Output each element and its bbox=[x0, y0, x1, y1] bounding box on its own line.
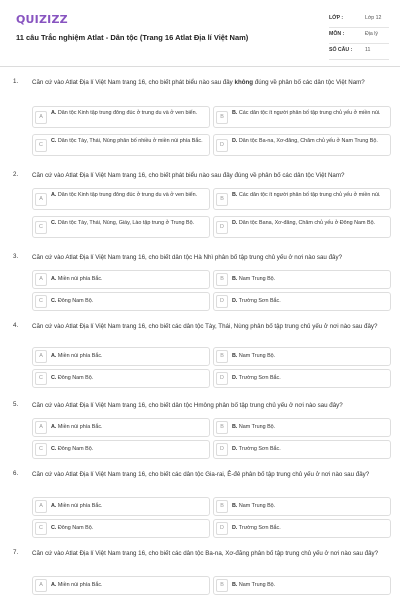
option-body: Dân tộc Kinh tập trung đông đúc ở trung du và ở ven biển. bbox=[56, 110, 198, 116]
option-letter-box: B bbox=[216, 111, 228, 124]
option-text bbox=[232, 424, 386, 431]
option-key: D. bbox=[232, 138, 238, 144]
option-text bbox=[51, 375, 205, 382]
option-key: B. bbox=[232, 503, 238, 509]
question-number: 6. bbox=[13, 470, 19, 477]
option-text bbox=[51, 220, 205, 227]
option-letter-box: D bbox=[216, 139, 228, 152]
option-letter-box: D bbox=[216, 295, 228, 308]
answer-option-d[interactable] bbox=[213, 134, 391, 156]
answer-option-c[interactable] bbox=[32, 292, 210, 311]
option-key: C. bbox=[51, 446, 57, 452]
option-body: Trường Sơn Bắc. bbox=[237, 298, 281, 304]
option-letter-box: D bbox=[216, 522, 228, 535]
answer-option-d[interactable] bbox=[213, 519, 391, 538]
answer-option-c[interactable] bbox=[32, 216, 210, 238]
option-letter-box: C bbox=[35, 372, 47, 385]
option-key: A. bbox=[51, 503, 57, 509]
option-body: Dân tộc Kinh tập trung đông đúc ở trung du và ở ven biển. bbox=[56, 192, 198, 198]
option-letter-box: A bbox=[35, 111, 47, 124]
question-text-part: đúng về phân bố các dân tộc Việt Nam? bbox=[253, 79, 365, 86]
option-text bbox=[232, 138, 386, 145]
option-text bbox=[51, 138, 205, 145]
answer-option-c[interactable] bbox=[32, 519, 210, 538]
option-body: Nam Trung Bộ. bbox=[237, 353, 276, 359]
option-text bbox=[51, 582, 205, 589]
answer-option-b[interactable] bbox=[213, 270, 391, 289]
option-key: D. bbox=[232, 220, 238, 226]
question-text: Căn cứ vào Atlat Địa lí Việt Nam trang 16, cho biết phát biểu nào sau đây đúng về phân bố các dân tộc Việt Nam? bbox=[32, 172, 345, 179]
option-body: Dân tộc Tày, Thái, Nùng phân bố nhiều ở miền núi phía Bắc. bbox=[56, 138, 203, 144]
option-body: Các dân tộc ít người phân bố tập trung chủ yếu ở miền núi. bbox=[237, 110, 381, 116]
option-body: Trường Sơn Bắc. bbox=[237, 446, 281, 452]
answer-option-c[interactable] bbox=[32, 369, 210, 388]
option-text bbox=[51, 525, 205, 532]
question-text: Căn cứ vào Atlat Địa lí Việt Nam trang 16, cho biết dân tộc Hmông phân bố tập trung chủ yếu ở nơi nào sau đây? bbox=[32, 402, 343, 409]
question-text: Căn cứ vào Atlat Địa lí Việt Nam trang 16, cho biết các dân tộc Ba-na, Xơ-đăng phân bố tập trung chủ yếu ở nơi nào sau đây? bbox=[32, 550, 379, 557]
option-letter-box: A bbox=[35, 579, 47, 592]
question-text: Căn cứ vào Atlat Địa lí Việt Nam trang 16, cho biết các dân tộc Tày, Thái, Nùng phân bố tập trung chủ yếu ở nơi nào sau đây? bbox=[32, 323, 378, 330]
option-body: Dân tộc Tày, Thái, Nùng, Giáy, Lào tập trung ở Trung Bộ. bbox=[56, 220, 195, 226]
option-key: B. bbox=[232, 276, 238, 282]
option-text bbox=[51, 192, 205, 199]
option-letter-box: C bbox=[35, 443, 47, 456]
answer-option-a[interactable] bbox=[32, 347, 210, 366]
option-letter-box: D bbox=[216, 221, 228, 234]
option-text bbox=[51, 424, 205, 431]
option-key: D. bbox=[232, 375, 238, 381]
answer-option-b[interactable] bbox=[213, 106, 391, 128]
option-body: Đông Nam Bộ. bbox=[56, 525, 94, 531]
meta-label: MÔN : bbox=[329, 31, 345, 37]
option-body: Miền núi phía Bắc. bbox=[56, 276, 103, 282]
answer-option-c[interactable] bbox=[32, 134, 210, 156]
question-text: Căn cứ vào Atlat Địa lí Việt Nam trang 16, cho biết dân tộc Hà Nhì phân bố tập trung chủ yếu ở nơi nào sau đây? bbox=[32, 254, 343, 261]
option-key: C. bbox=[51, 375, 57, 381]
question-number: 4. bbox=[13, 322, 19, 329]
meta-value: Địa lý bbox=[365, 31, 378, 37]
option-key: C. bbox=[51, 298, 57, 304]
option-letter-box: D bbox=[216, 443, 228, 456]
question-text bbox=[32, 78, 382, 87]
answer-option-c[interactable] bbox=[32, 440, 210, 459]
option-letter-box: B bbox=[216, 273, 228, 286]
option-letter-box: C bbox=[35, 522, 47, 535]
option-letter-box: B bbox=[216, 350, 228, 363]
option-key: A. bbox=[51, 424, 57, 430]
option-text bbox=[232, 110, 386, 117]
header-divider bbox=[0, 66, 400, 67]
question-number: 1. bbox=[13, 78, 19, 85]
option-body: Dân tộc Ba-na, Xơ-đăng, Chăm chủ yếu ở Nam Trung Bộ. bbox=[237, 138, 378, 144]
option-body: Nam Trung Bộ. bbox=[237, 424, 276, 430]
option-letter-box: C bbox=[35, 139, 47, 152]
answer-option-a[interactable] bbox=[32, 270, 210, 289]
question-text-emphasis: không bbox=[234, 79, 254, 86]
answer-option-d[interactable] bbox=[213, 440, 391, 459]
option-key: C. bbox=[51, 138, 57, 144]
option-key: B. bbox=[232, 424, 238, 430]
question-number: 7. bbox=[13, 549, 19, 556]
option-text bbox=[51, 276, 205, 283]
option-body: Dân tộc Bana, Xơ-đăng, Chăm chủ yếu ở Đông Nam Bộ. bbox=[237, 220, 376, 226]
answer-option-a[interactable] bbox=[32, 497, 210, 516]
option-text bbox=[232, 353, 386, 360]
option-body: Miền núi phía Bắc. bbox=[56, 582, 103, 588]
option-letter-box: D bbox=[216, 372, 228, 385]
option-letter-box: B bbox=[216, 421, 228, 434]
answer-option-a[interactable] bbox=[32, 106, 210, 128]
option-letter-box: B bbox=[216, 500, 228, 513]
option-key: A. bbox=[51, 192, 57, 198]
option-body: Nam Trung Bộ. bbox=[237, 276, 276, 282]
option-key: B. bbox=[232, 353, 238, 359]
question-text: Căn cứ vào Atlat Địa lí Việt Nam trang 16, cho biết các dân tộc Gia-rai, Ê-đê phân bố tập trung chủ yếu ở nơi nào sau đây? bbox=[32, 471, 370, 478]
option-letter-box: B bbox=[216, 579, 228, 592]
option-key: B. bbox=[232, 582, 238, 588]
option-key: A. bbox=[51, 582, 57, 588]
worksheet-title: 11 câu Trắc nghiệm Atlat - Dân tộc (Trang 16 Atlat Địa lí Việt Nam) bbox=[16, 33, 249, 42]
option-body: Miền núi phía Bắc. bbox=[56, 503, 103, 509]
option-text bbox=[232, 276, 386, 283]
answer-option-a[interactable] bbox=[32, 576, 210, 595]
answer-option-a[interactable] bbox=[32, 418, 210, 437]
option-text bbox=[232, 375, 386, 382]
meta-row-count bbox=[329, 44, 389, 60]
option-text bbox=[51, 503, 205, 510]
answer-option-a[interactable] bbox=[32, 188, 210, 210]
option-letter-box: B bbox=[216, 193, 228, 206]
option-body: Nam Trung Bộ. bbox=[237, 582, 276, 588]
option-text bbox=[232, 192, 386, 199]
option-key: A. bbox=[51, 110, 57, 116]
option-key: A. bbox=[51, 353, 57, 359]
option-key: C. bbox=[51, 525, 57, 531]
answer-option-b[interactable] bbox=[213, 576, 391, 595]
option-letter-box: A bbox=[35, 421, 47, 434]
option-body: Miền núi phía Bắc. bbox=[56, 424, 103, 430]
option-letter-box: A bbox=[35, 350, 47, 363]
option-letter-box: A bbox=[35, 500, 47, 513]
option-body: Các dân tộc ít người phân bố tập trung chủ yếu ở miền núi. bbox=[237, 192, 381, 198]
option-text bbox=[232, 582, 386, 589]
option-key: A. bbox=[51, 276, 57, 282]
option-body: Miền núi phía Bắc. bbox=[56, 353, 103, 359]
option-key: B. bbox=[232, 110, 238, 116]
option-text bbox=[232, 220, 386, 227]
option-text bbox=[51, 353, 205, 360]
meta-value: Lớp 12 bbox=[365, 15, 382, 21]
answer-option-b[interactable] bbox=[213, 418, 391, 437]
meta-row-subject bbox=[329, 28, 389, 44]
question-number: 2. bbox=[13, 171, 19, 178]
option-text bbox=[232, 525, 386, 532]
answer-option-d[interactable] bbox=[213, 292, 391, 311]
worksheet-header bbox=[0, 0, 400, 66]
option-body: Đông Nam Bộ. bbox=[56, 298, 94, 304]
option-key: D. bbox=[232, 446, 238, 452]
option-key: D. bbox=[232, 298, 238, 304]
option-text bbox=[51, 298, 205, 305]
question-number: 3. bbox=[13, 253, 19, 260]
worksheet-meta bbox=[329, 12, 389, 60]
meta-value: 11 bbox=[365, 47, 371, 53]
option-letter-box: A bbox=[35, 273, 47, 286]
option-letter-box: A bbox=[35, 193, 47, 206]
meta-label: SỐ CÂU : bbox=[329, 47, 353, 53]
option-text bbox=[51, 110, 205, 117]
answer-option-b[interactable] bbox=[213, 347, 391, 366]
meta-row-grade bbox=[329, 12, 389, 28]
option-letter-box: C bbox=[35, 221, 47, 234]
answer-option-d[interactable] bbox=[213, 216, 391, 238]
question-number: 5. bbox=[13, 401, 19, 408]
option-body: Trường Sơn Bắc. bbox=[237, 525, 281, 531]
meta-label: LỚP : bbox=[329, 15, 344, 21]
answer-option-b[interactable] bbox=[213, 188, 391, 210]
option-text bbox=[232, 446, 386, 453]
answer-option-b[interactable] bbox=[213, 497, 391, 516]
option-key: B. bbox=[232, 192, 238, 198]
option-key: C. bbox=[51, 220, 57, 226]
option-body: Trường Sơn Bắc. bbox=[237, 375, 281, 381]
option-key: D. bbox=[232, 525, 238, 531]
option-text bbox=[51, 446, 205, 453]
option-body: Đông Nam Bộ. bbox=[56, 375, 94, 381]
answer-option-d[interactable] bbox=[213, 369, 391, 388]
option-body: Đông Nam Bộ. bbox=[56, 446, 94, 452]
question-text-part: Căn cứ vào Atlat Địa lí Việt Nam trang 16, cho biết phát biểu nào sau đây bbox=[32, 79, 235, 86]
option-body: Nam Trung Bộ. bbox=[237, 503, 276, 509]
option-text bbox=[232, 298, 386, 305]
option-letter-box: C bbox=[35, 295, 47, 308]
option-text bbox=[232, 503, 386, 510]
quizizz-logo[interactable]: QUIZIZZ bbox=[16, 13, 68, 26]
